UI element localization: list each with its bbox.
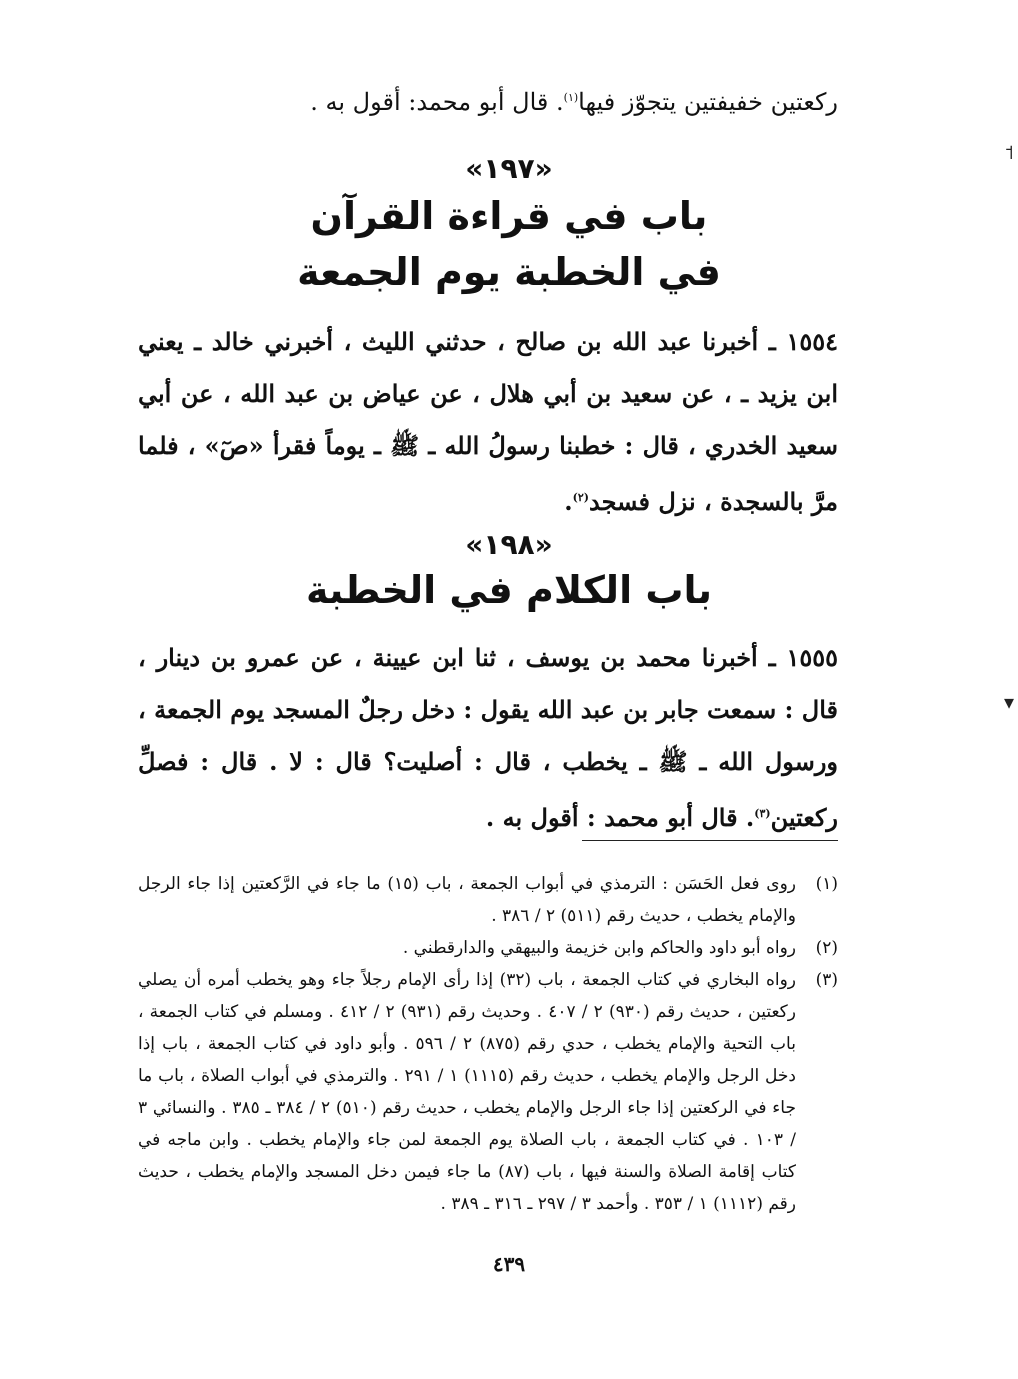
hadith-1555-end: . قال أبو محمد : أقول به . [485,803,755,832]
hadith-1555-text: ـ أخبرنا محمد بن يوسف ، ثنا ابن عيينة ، عن عمرو بن دينار ، قال : سمعت جابر بن عبد الله يقول : دخل رجلٌ المسجد يوم الجمعة ، ورسول الله ـ ﷺ ـ يخطب ، قال : أصليت؟ قال : لا . قال : فصلِّ ركعتين [138,643,838,832]
section-198-number: «١٩٨» [465,528,553,561]
hadith-1555-number: ١٥٥٥ [786,643,838,672]
hadith-1554-number: ١٥٥٤ [786,327,838,356]
hadith-1554-text: ـ أخبرنا عبد الله بن صالح ، حدثني الليث ، أخبرني خالد ـ يعني ابن يزيد ـ ، عن سعيد بن أبي هلال ، عن عياض بن عبد الله ، عن أبي سعيد الخدري ، قال : خطبنا رسولُ الله ـ ﷺ ـ يوماً فقرأ «صٓ» ، فلما مرَّ بالسجدة ، نزل فسجد [138,327,838,516]
footnote-1-mark: (١) [815,874,838,894]
scan-edge-mark-top: ˦ [1004,140,1014,164]
footnote-divider [582,840,838,841]
footnote-2-mark: (٢) [815,938,838,958]
footnote-ref-2[interactable]: (٢) [572,491,590,504]
section-197-number: «١٩٧» [465,152,553,185]
top-line [238,78,838,122]
footnote-ref-3[interactable]: (٣) [754,807,771,820]
footnote-3-mark: (٣) [815,970,838,990]
footnote-1 [138,868,838,932]
section-198-title: باب الكلام في الخطبة [305,568,713,612]
footnote-3 [138,964,838,1220]
footnote-2 [138,932,838,964]
footnote-2-text: رواه أبو داود والحاكم وابن خزيمة والبيهقي والدارقطني . [402,938,796,958]
top-line-text-end: . قال أبو محمد: أقول به . [310,88,564,116]
hadith-1555 [138,632,838,844]
scan-edge-mark-middle: ▾ [1003,690,1014,714]
hadith-1554 [138,316,838,528]
page-number: ٤٣٩ [492,1252,526,1276]
footnote-ref-1[interactable]: (١) [563,91,579,104]
footnote-1-text: روى فعل الحَسَن : الترمذي في أبواب الجمعة ، باب (١٥) ما جاء في الرَّكعتين إذا جاء الرجل والإمام يخطب ، حديث رقم (٥١١) ٢ / ٣٨٦ . [138,874,796,926]
section-197-title-line1: باب في قراءة القرآن [310,194,708,238]
top-line-text: ركعتين خفيفتين يتجوّز فيها [578,88,838,116]
footnotes [138,868,838,1220]
hadith-1554-end: . [564,487,573,516]
section-197-title-line2: في الخطبة يوم الجمعة [297,250,721,294]
footnote-3-text: رواه البخاري في كتاب الجمعة ، باب (٣٢) إذا رأى الإمام رجلاً جاء وهو يخطب أمره أن يصلي ركعتين ، حديث رقم (٩٣٠) ٢ / ٤٠٧ . وحديث رقم (٩٣١) ٢ / ٤١٢ . ومسلم في كتاب الجمعة ، باب التحية والإمام يخطب ، حدي رقم (٨٧٥) ٢ / ٥٩٦ . وأبو داود في كتاب الجمعة ، باب إذا دخل الرجل والإمام يخطب ، حديث رقم (١١١٥) ١ / ٢٩١ . والترمذي في أبواب الصلاة ، باب ما جاء في الركعتين إذا جاء الرجل والإمام يخطب ، حديث رقم (٥١٠) ٢ / ٣٨٤ ـ ٣٨٥ . والنسائي ٣ / ١٠٣ . في كتاب الجمعة ، باب الصلاة يوم الجمعة لمن جاء والإمام يخطب . وابن ماجه في كتاب إقامة الصلاة والسنة فيها ، باب (٨٧) ما جاء فيمن دخل المسجد والإمام يخطب ، حديث رقم (١١١٢) ١ / ٣٥٣ . وأحمد ٣ / ٢٩٧ ـ ٣١٦ ـ ٣٨٩ . [138,970,797,1214]
